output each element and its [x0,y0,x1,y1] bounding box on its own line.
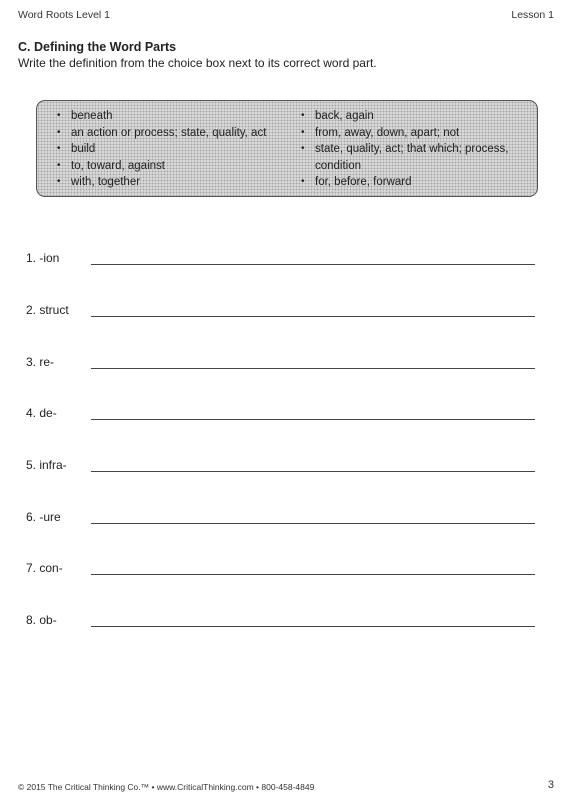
choice-text: state, quality, act; that which; process, condition [315,143,509,172]
choice-column-right [301,108,531,191]
bullet-icon: • [301,176,305,187]
answer-line[interactable] [91,471,535,472]
word-part-label: 6. -ure [26,510,61,524]
choice-text: an action or process; state, quality, act [71,126,267,139]
book-title: Word Roots Level 1 [18,9,111,21]
word-part-label: 7. con- [26,561,63,575]
choice-item [301,108,531,125]
choice-column-left [57,108,297,191]
answer-line[interactable] [91,368,535,369]
answer-line[interactable] [91,316,535,317]
word-part-label: 1. -ion [26,251,60,265]
word-part-item [26,458,536,478]
choice-text: beneath [71,110,113,122]
choice-text: from, away, down, apart; not [315,126,460,139]
choice-text: for, before, forward [315,176,412,188]
choice-box [36,100,538,197]
bullet-icon: • [301,110,305,121]
choice-text: to, toward, against [71,159,165,172]
word-part-item [26,251,536,271]
answer-line[interactable] [91,419,535,420]
choice-text: back, again [315,110,374,122]
choice-item [301,174,531,191]
choice-item [57,158,297,175]
bullet-icon: • [57,176,61,187]
lesson-label: Lesson 1 [511,9,554,21]
word-part-label: 8. ob- [26,613,57,627]
word-part-item [26,355,536,375]
word-part-item [26,510,536,530]
answer-line[interactable] [91,626,535,627]
bullet-icon: • [301,143,305,154]
word-part-item [26,613,536,633]
choice-text: with, together [71,176,141,188]
choice-item [57,141,297,158]
answer-line[interactable] [91,264,535,265]
footer-copyright: © 2015 The Critical Thinking Co.™ • www.CriticalThinking.com • 800-458-4849 [18,782,315,792]
section-title: C. Defining the Word Parts [18,40,177,54]
instructions: Write the definition from the choice box next to its correct word part. [18,56,377,70]
word-part-label: 2. struct [26,303,69,317]
word-part-label: 4. de- [26,406,57,420]
word-part-label: 3. re- [26,355,55,369]
bullet-icon: • [57,159,61,171]
word-part-item [26,406,536,426]
word-part-label: 5. infra- [26,458,67,472]
page-number: 3 [547,779,554,791]
choice-item [57,174,297,191]
bullet-icon: • [301,126,305,138]
word-part-item [26,303,536,323]
word-part-item [26,561,536,581]
choice-item [57,125,297,142]
choice-item [301,141,531,174]
bullet-icon: • [57,110,61,121]
bullet-icon: • [57,143,61,154]
choice-item [57,108,297,125]
bullet-icon: • [57,126,61,138]
choice-item [301,125,531,142]
answer-line[interactable] [91,574,535,575]
answer-line[interactable] [91,523,535,524]
choice-text: build [71,143,96,155]
